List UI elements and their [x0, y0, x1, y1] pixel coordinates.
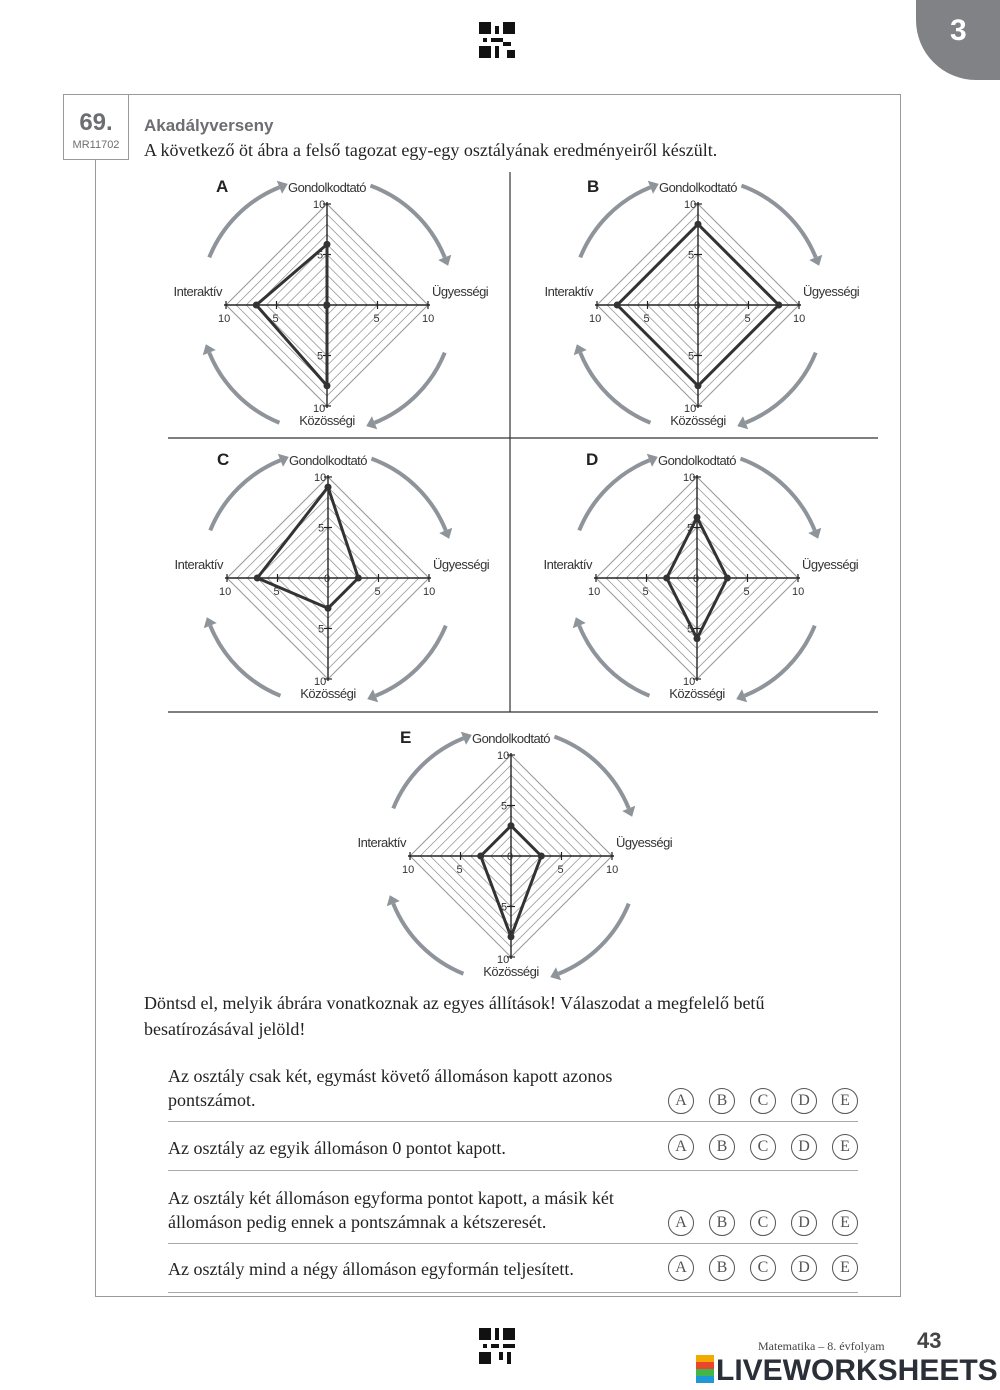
row-divider [168, 1170, 858, 1171]
option-e-bubble[interactable]: E [832, 1255, 858, 1281]
tick-label: 10 [313, 403, 326, 415]
chart-letter: E [400, 728, 412, 747]
tick-label: 5 [688, 350, 695, 363]
qr-code-bottom [479, 1328, 515, 1364]
instruction-text: Döntsd el, melyik ábrára vonatkoznak az egyes állítások! Válaszodat a megfelelő betű besatírozásával jelöld! [144, 993, 765, 1039]
answer-options [653, 1209, 858, 1236]
option-e-bubble[interactable]: E [832, 1134, 858, 1160]
data-point-interaktív [663, 575, 670, 582]
data-point-ügyességi [355, 575, 362, 582]
statement-row [168, 1257, 858, 1281]
data-point-interaktív [254, 575, 261, 582]
radar-chart-a [174, 177, 489, 429]
cycle-arrow-icon [209, 187, 279, 257]
cycle-arrow-icon [559, 904, 629, 974]
tick-label: 10 [684, 403, 697, 415]
tick-label: 0 [694, 300, 701, 312]
task-code: MR11702 [72, 139, 120, 151]
cycle-arrow-icon [579, 626, 649, 696]
tick-label: 5 [501, 800, 508, 813]
data-point-ügyességi [324, 302, 331, 309]
axis-label-left: Interaktív [174, 557, 223, 572]
cycle-arrow-icon [741, 186, 815, 258]
tick-label: 5 [272, 313, 279, 325]
axis-label-right: Ügyességi [803, 284, 860, 299]
task-number: 69. [79, 109, 113, 136]
tick-label: 5 [643, 313, 650, 325]
tick-label: 5 [317, 249, 324, 262]
tick-label: 5 [373, 313, 380, 325]
task-intro: A következő öt ábra a felső tagozat egy-egy osztályának eredményeiről készült. [144, 140, 718, 160]
data-point-gondolkodtató [695, 221, 702, 228]
option-c-bubble[interactable]: C [750, 1255, 776, 1281]
cycle-arrow-icon [375, 353, 445, 423]
footer-subject: Matematika – 8. évfolyam [758, 1339, 885, 1353]
brand-text: LIVEWORKSHEETS [716, 1354, 998, 1387]
row-divider [168, 1292, 858, 1293]
option-b-bubble[interactable]: B [709, 1134, 735, 1160]
tick-label: 10 [606, 864, 619, 876]
data-point-interaktív [614, 302, 621, 309]
data-point-gondolkodtató [694, 514, 701, 521]
axis-label-top: Gondolkodtató [657, 453, 737, 468]
chart-letter: C [217, 450, 230, 469]
row-divider [168, 1121, 858, 1122]
axis-label-right: Ügyességi [616, 835, 673, 850]
cycle-arrow-icon [580, 353, 650, 423]
data-point-közösségi [694, 635, 701, 642]
axis-label-top: Gondolkodtató [471, 731, 551, 746]
tick-label: 0 [693, 573, 700, 585]
statement-text: Az osztály két állomáson egyforma pontot kapott, a másik két állomáson pedig ennek a pontszámnak a kétszeresét. [168, 1188, 614, 1232]
axis-label-left: Interaktív [544, 284, 593, 299]
data-point-gondolkodtató [325, 484, 332, 491]
brand-badge-icon [696, 1354, 714, 1384]
axis-label-top: Gondolkodtató [287, 180, 367, 195]
row-divider [168, 1243, 858, 1244]
tick-label: 10 [683, 676, 696, 688]
axis-label-left: Interaktív [173, 284, 222, 299]
chart-letter: D [586, 450, 599, 469]
tick-label: 10 [314, 472, 327, 484]
tick-label: 5 [317, 350, 324, 363]
cycle-arrow-icon [393, 738, 463, 808]
cycle-arrow-icon [579, 460, 649, 530]
data-point-interaktív [253, 302, 260, 309]
brand-logo[interactable] [696, 1354, 998, 1388]
tick-label: 10 [313, 199, 326, 211]
data-point-közösségi [324, 382, 331, 389]
tick-label: 10 [314, 676, 327, 688]
data-point-gondolkodtató [324, 241, 331, 248]
tick-label: 10 [793, 313, 806, 325]
tick-label: 5 [687, 522, 694, 535]
option-e-bubble[interactable]: E [832, 1088, 858, 1114]
cycle-arrow-icon [740, 459, 814, 531]
option-d-bubble[interactable]: D [791, 1134, 817, 1160]
option-e-bubble[interactable]: E [832, 1210, 858, 1236]
option-b-bubble[interactable]: B [709, 1255, 735, 1281]
cycle-arrow-icon [393, 904, 463, 974]
axis-label-bottom: Közösségi [670, 413, 726, 428]
option-a-bubble[interactable]: A [668, 1088, 694, 1114]
axis-label-bottom: Közösségi [483, 964, 539, 979]
page-number: 43 [917, 1328, 942, 1353]
tick-label: 10 [402, 864, 415, 876]
tick-label: 10 [497, 954, 510, 966]
statement-text: Az osztály csak két, egymást követő állomáson kapott azonos pontszámot. [168, 1066, 613, 1110]
cycle-arrow-icon [210, 626, 280, 696]
cycle-arrow-icon [210, 460, 280, 530]
option-d-bubble[interactable]: D [791, 1210, 817, 1236]
option-a-bubble[interactable]: A [668, 1255, 694, 1281]
axis-label-top: Gondolkodtató [658, 180, 738, 195]
cycle-arrow-icon [745, 626, 815, 696]
tick-label: 10 [588, 586, 601, 598]
option-d-bubble[interactable]: D [791, 1255, 817, 1281]
chapter-tab: 3 [916, 0, 1000, 80]
axis-label-right: Ügyességi [433, 557, 490, 572]
answer-options [653, 1087, 858, 1114]
data-point-ügyességi [724, 575, 731, 582]
chart-letter: A [216, 177, 229, 196]
tick-label: 5 [501, 901, 508, 914]
option-d-bubble[interactable]: D [791, 1088, 817, 1114]
tick-label: 10 [497, 750, 510, 762]
tick-label: 5 [273, 586, 280, 598]
data-point-gondolkodtató [508, 822, 515, 829]
answer-options [653, 1254, 858, 1281]
tick-label: 10 [422, 313, 435, 325]
cycle-arrow-icon [580, 187, 650, 257]
radar-chart-b [545, 177, 860, 429]
axis-label-bottom: Közösségi [300, 686, 356, 701]
cycle-arrow-icon [746, 353, 816, 423]
cycle-arrow-icon [209, 353, 279, 423]
tick-label: 5 [744, 313, 751, 325]
axis-label-left: Interaktív [357, 835, 406, 850]
tick-label: 5 [743, 586, 750, 598]
option-a-bubble[interactable]: A [668, 1134, 694, 1160]
option-c-bubble[interactable]: C [750, 1210, 776, 1236]
data-point-interaktív [477, 853, 484, 860]
statement-text: Az osztály mind a négy állomáson egyformán teljesített. [168, 1259, 574, 1279]
tick-label: 10 [683, 472, 696, 484]
tick-label: 5 [318, 623, 325, 636]
data-point-közösségi [325, 605, 332, 612]
chart-letter: B [587, 177, 600, 196]
option-c-bubble[interactable]: C [750, 1088, 776, 1114]
cycle-arrow-icon [554, 737, 628, 809]
statement-text: Az osztály az egyik állomáson 0 pontot kapott. [168, 1138, 506, 1158]
axis-label-top: Gondolkodtató [288, 453, 368, 468]
tick-label: 5 [557, 864, 564, 876]
answer-options [653, 1133, 858, 1160]
tick-label: 10 [792, 586, 805, 598]
tick-label: 5 [374, 586, 381, 598]
cycle-arrow-icon [371, 459, 445, 531]
tick-label: 10 [218, 313, 231, 325]
tick-label: 10 [219, 586, 232, 598]
tick-label: 0 [324, 573, 331, 585]
option-b-bubble[interactable]: B [709, 1088, 735, 1114]
task-title: Akadályverseny [144, 116, 274, 135]
tick-label: 10 [684, 199, 697, 211]
axis-label-left: Interaktív [543, 557, 592, 572]
tick-label: 5 [688, 249, 695, 262]
axis-label-right: Ügyességi [802, 557, 859, 572]
radar-chart-c [175, 450, 490, 702]
tick-label: 5 [318, 522, 325, 535]
axis-label-bottom: Közösségi [669, 686, 725, 701]
axis-label-bottom: Közösségi [299, 413, 355, 428]
statement-row [168, 1064, 858, 1114]
tick-label: 5 [687, 623, 694, 636]
cycle-arrow-icon [370, 186, 444, 258]
option-c-bubble[interactable]: C [750, 1134, 776, 1160]
radar-chart-e [358, 728, 673, 980]
axis-label-right: Ügyességi [432, 284, 489, 299]
tick-label: 5 [642, 586, 649, 598]
data-point-ügyességi [775, 302, 782, 309]
tick-label: 10 [589, 313, 602, 325]
tick-label: 5 [456, 864, 463, 876]
tick-label: 0 [507, 851, 514, 863]
statement-row [168, 1186, 858, 1236]
data-point-közösségi [695, 382, 702, 389]
tick-label: 10 [423, 586, 436, 598]
data-point-közösségi [508, 933, 515, 940]
option-a-bubble[interactable]: A [668, 1210, 694, 1236]
radar-chart-d [544, 450, 859, 702]
option-b-bubble[interactable]: B [709, 1210, 735, 1236]
statement-row [168, 1136, 858, 1160]
cycle-arrow-icon [376, 626, 446, 696]
data-point-ügyességi [538, 853, 545, 860]
